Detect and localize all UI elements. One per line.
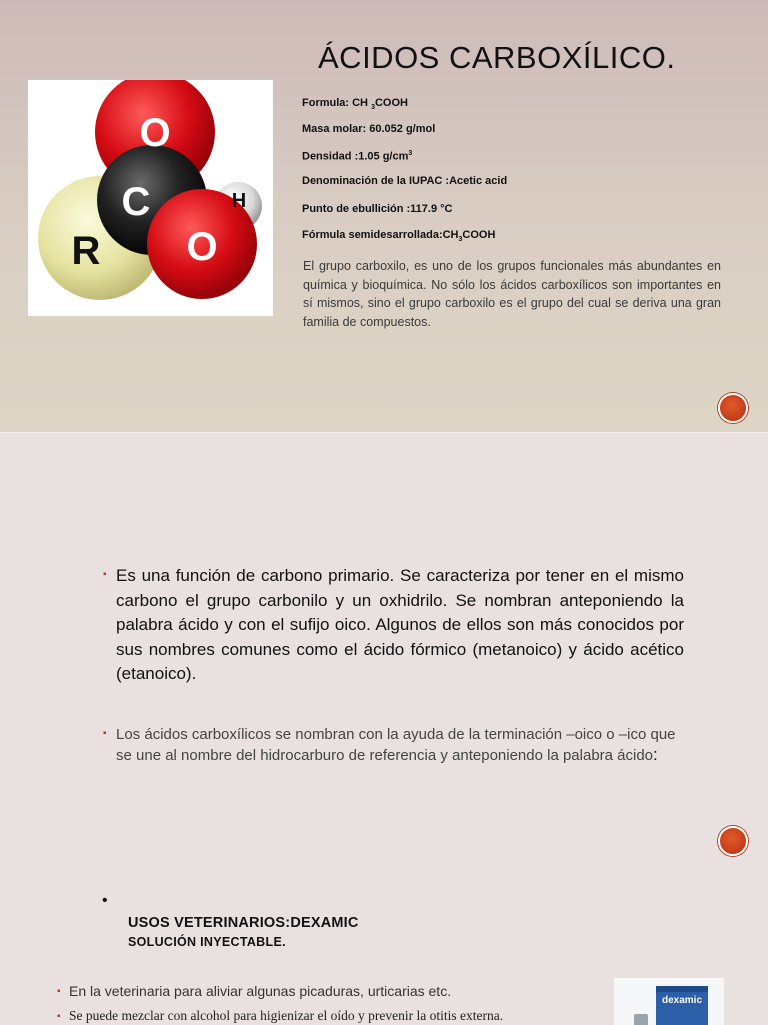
fact-iupac: Denominación de la IUPAC :Acetic acid: [302, 175, 508, 187]
fact-boiling-point: Punto de ebullición :117.9 °C: [302, 203, 453, 215]
molecule-image: [28, 80, 273, 316]
bullet-icon: ▪: [57, 1011, 61, 1022]
bullet-icon: ▪: [57, 986, 61, 997]
bullet-text-use-1: En la veterinaria para aliviar algunas picaduras, urticarias etc.: [69, 983, 452, 999]
carboxyl-molecule-icon: [28, 80, 273, 316]
carboxyl-paragraph: El grupo carboxilo, es uno de los grupos funcionales más abundantes en química y bioquímica. No sólo los ácidos carboxílicos son importantes en sí mismos, sino el grupo carboxilo es el grupo del cual se deriva una gran familia de compuestos.: [303, 259, 721, 329]
fact-density: Densidad :1.05 $g/cm^3$: [302, 150, 413, 163]
slide-2: [0, 432, 768, 1025]
fact-formula: Formula: CH $_3$COOH: [302, 97, 408, 112]
atom-label-h: H: [231, 190, 247, 212]
fact-semi-formula: Fórmula $semidesarrollada:CH_3COOH$: [302, 229, 496, 244]
nav-circle-icon[interactable]: [718, 826, 748, 856]
bullet-text-naming: Los ácidos carboxílicos se nombran con la ayuda de la terminación –oico o –ico que se une al nombre del hidrocarburo de referencia y anteponiendo la palabra ácido:: [116, 726, 676, 764]
atom-label-o-right: O: [186, 225, 218, 269]
bullet-icon: ▪: [103, 569, 107, 580]
bullet-text-use-2: Se puede mezclar con alcohol para higienizar el oído y prevenir la otitis externa.: [69, 1008, 504, 1023]
bullet-text-definition: Es una función de carbono primario. Se caracteriza por tener en el mismo carbono el grupo carbonilo y un oxhidrilo. Se nombran anteponiendo la palabra ácido y con el sufijo oico. Algunos de ellos son más conocidos por sus nombres comunes como el ácido fórmico (metanoico) y ácido acético (etanoico).: [116, 566, 684, 683]
atom-label-c: C: [121, 180, 151, 224]
product-label: dexamic: [661, 995, 703, 1006]
bullet-icon: ▪: [103, 728, 107, 739]
slide-title: ÁCIDOS CARBOXÍLICO.: [318, 40, 676, 75]
atom-label-o-top: O: [139, 111, 171, 155]
dexamic-product-image: [614, 978, 724, 1025]
nav-circle-icon[interactable]: [718, 393, 748, 423]
solucion-subheading: SOLUCIÓN INYECTABLE.: [128, 935, 286, 949]
usos-heading: USOS VETERINARIOS:DEXAMIC: [128, 915, 359, 931]
fact-molar-mass: Masa molar: 60.052 g/mol: [302, 123, 436, 135]
atom-label-r: R: [71, 229, 101, 273]
slide-1: [0, 0, 768, 432]
empty-bullet: •: [102, 892, 108, 909]
